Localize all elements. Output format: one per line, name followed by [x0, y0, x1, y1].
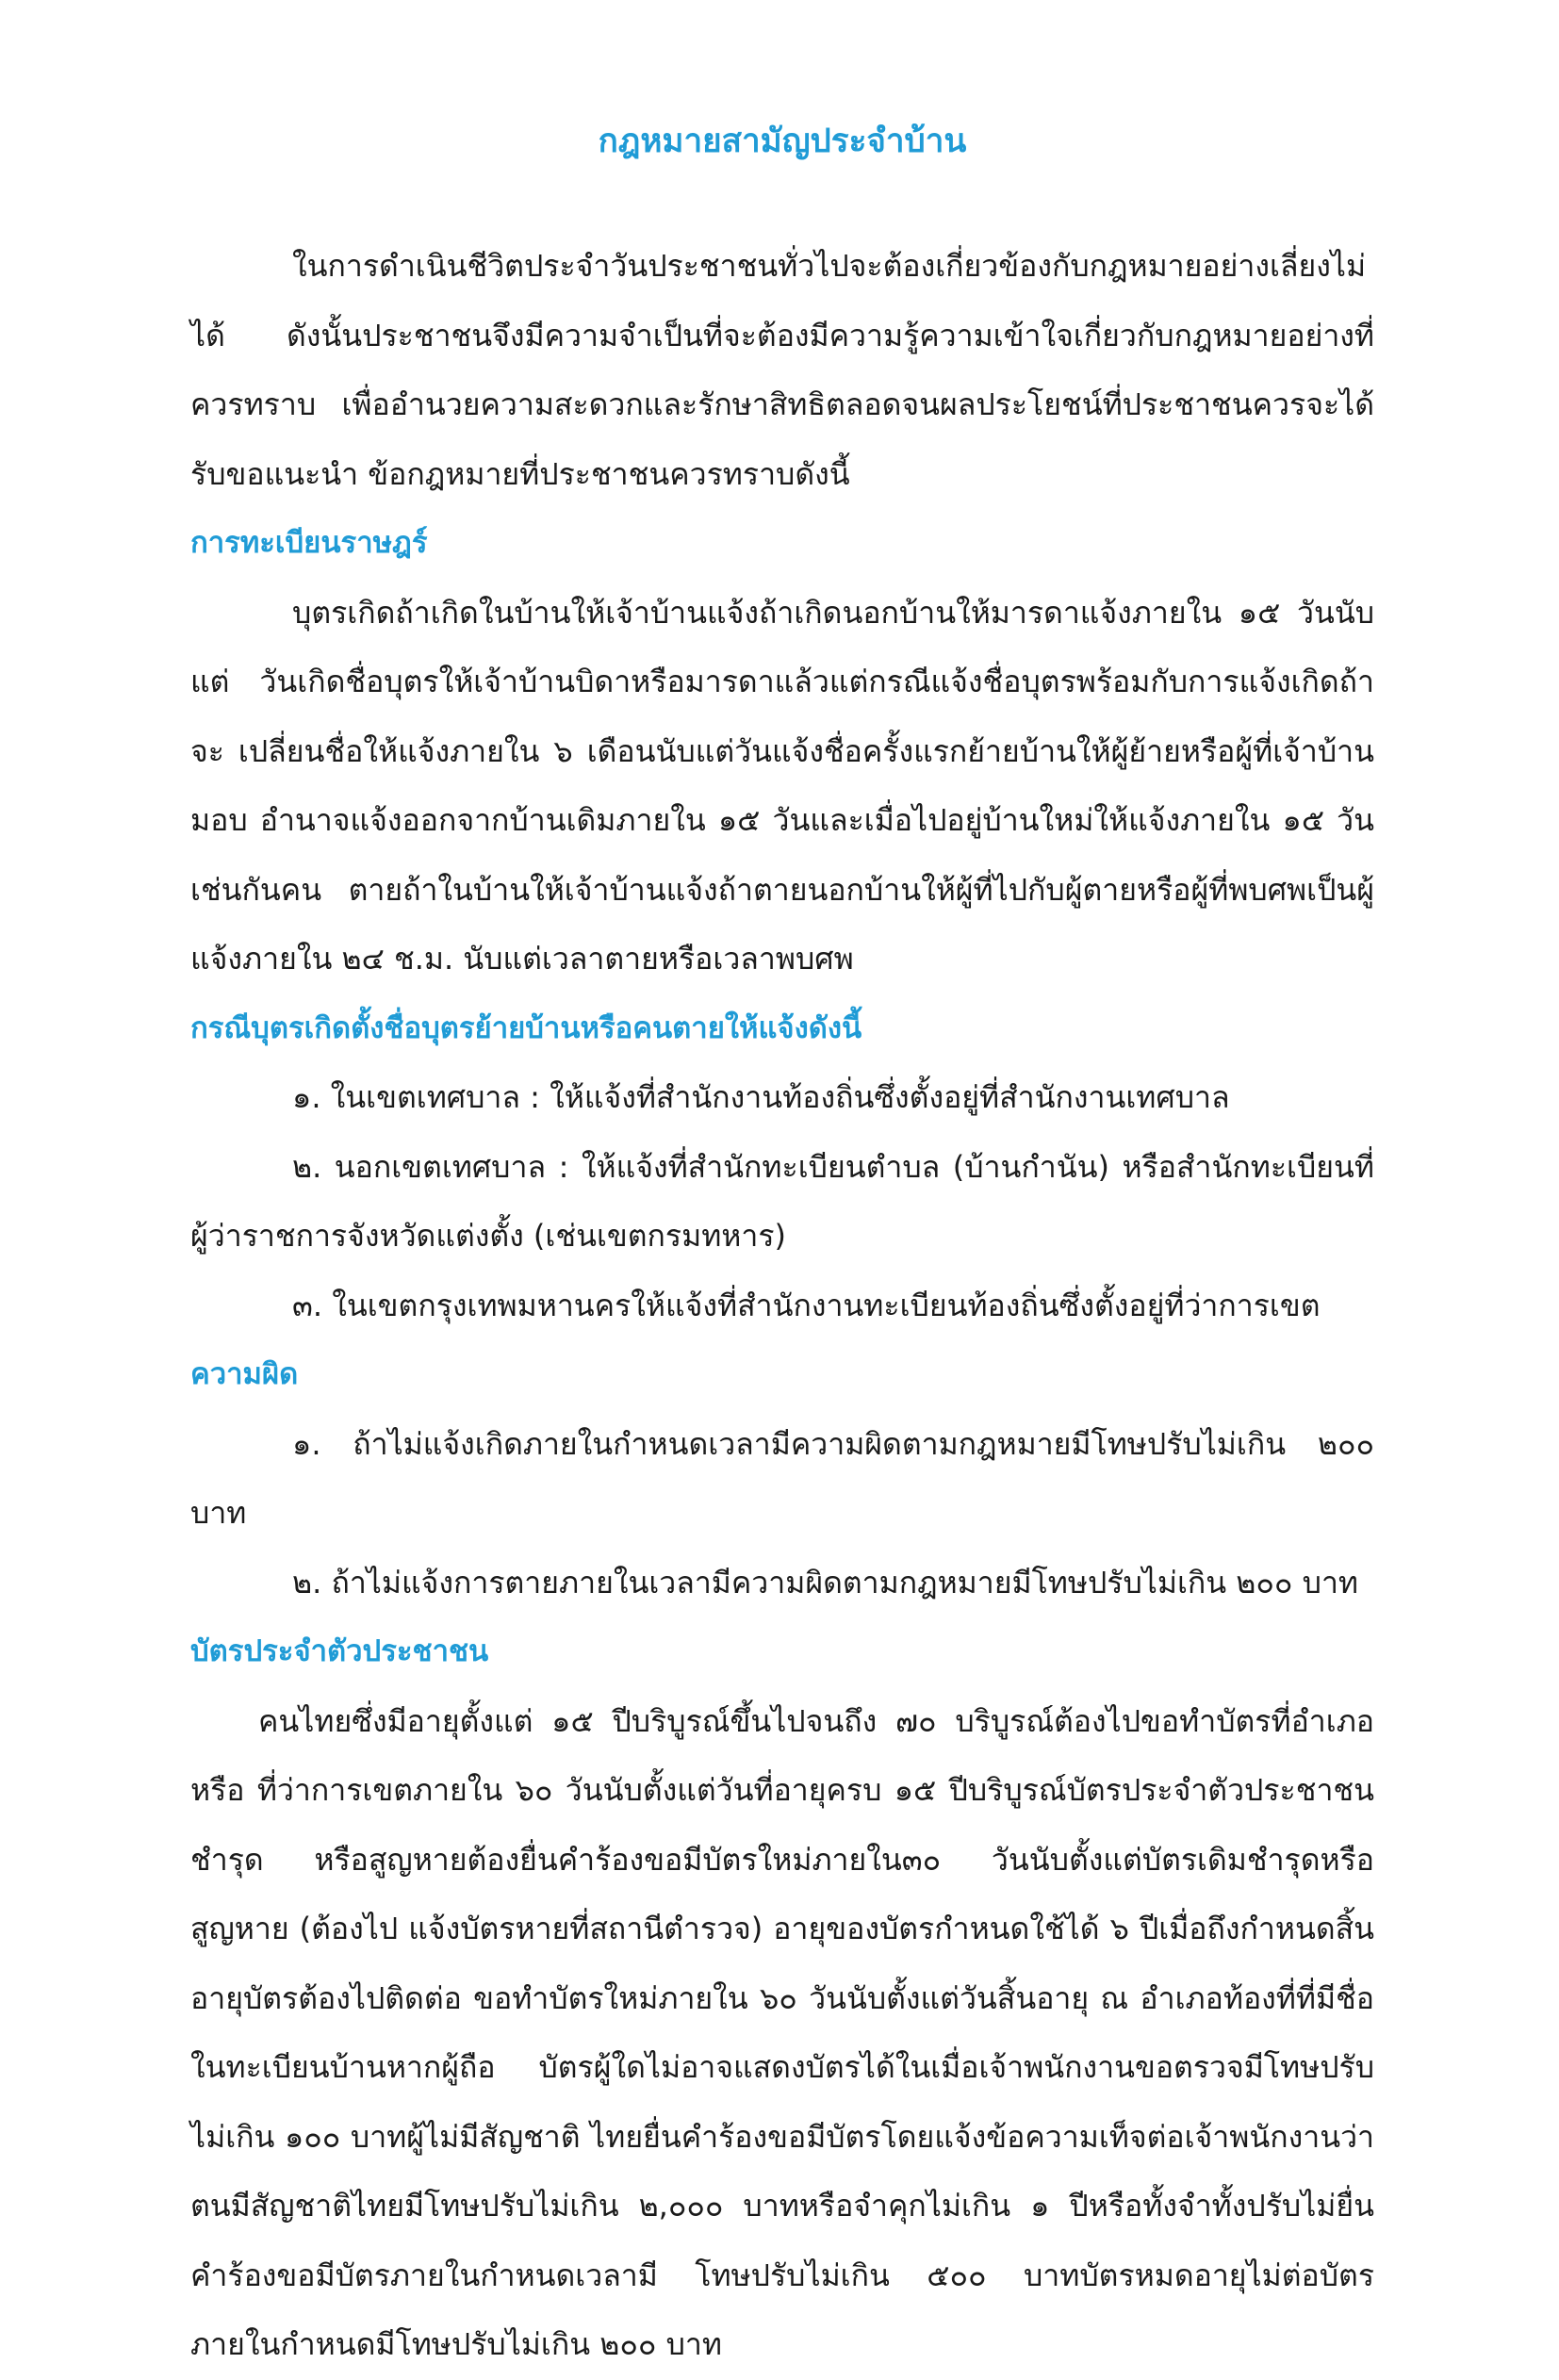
section-heading-civil-registration: การทะเบียนราษฎร์: [190, 526, 428, 560]
notification-item-outside-municipal: ๒. นอกเขตเทศบาล : ให้แจ้งที่สำนักทะเบียนตำบล (บ้านกำนัน) หรือสำนักทะเบียนที่ ผู้ว่าราชการจังหวัดแต่งตั้ง (เช่นเขตกรมทหาร): [190, 1148, 1374, 1254]
offense-item-birth: ๑. ถ้าไม่แจ้งเกิดภายในกำหนดเวลามีความผิดตามกฎหมายมีโทษปรับไม่เกิน ๒๐๐ บาท: [190, 1425, 1374, 1531]
intro-paragraph: ในการดำเนินชีวิตประจำวันประชาชนทั่วไปจะต้องเกี่ยวข้องกับกฎหมายอย่างเลี่ยงไม่ได้ ดังนั้นประชาชนจึงมีความจำเป็นที่จะต้องมีความรู้ความเข้าใจเกี่ยวกับกฎหมายอย่างที่ควรทราบ เพื่ออำนวยความสะดวกและรักษาสิทธิตลอดจนผลประโยชน์ที่ประชาชนควรจะได้รับขอแนะนำ ข้อกฎหมายที่ประชาชนควรทราบดังนี้: [190, 248, 1374, 492]
civil-registration-paragraph: บุตรเกิดถ้าเกิดในบ้านให้เจ้าบ้านแจ้งถ้าเกิดนอกบ้านให้มารดาแจ้งภายใน ๑๕ วันนับแต่ วันเกิดชื่อบุตรให้เจ้าบ้านบิดาหรือมารดาแล้วแต่กรณีแจ้งชื่อบุตรพร้อมกับการแจ้งเกิดถ้าจะ เปลี่ยนชื่อให้แจ้งภายใน ๖ เดือนนับแต่วันแจ้งชื่อครั้งแรกย้ายบ้านให้ผู้ย้ายหรือผู้ที่เจ้าบ้านมอบ อำนาจแจ้งออกจากบ้านเดิมภายใน ๑๕ วันและเมื่อไปอยู่บ้านใหม่ให้แจ้งภายใน ๑๕ วันเช่นกันคน ตายถ้าในบ้านให้เจ้าบ้านแจ้งถ้าตายนอกบ้านให้ผู้ที่ไปกับผู้ตายหรือผู้ที่พบศพเป็นผู้แจ้งภายใน ๒๔ ช.ม. นับแต่เวลาตายหรือเวลาพบศพ: [190, 594, 1374, 977]
id-card-paragraph: คนไทยซึ่งมีอายุตั้งแต่ ๑๕ ปีบริบูรณ์ขึ้นไปจนถึง ๗๐ บริบูรณ์ต้องไปขอทำบัตรที่อำเภอหรือ ที่ว่าการเขตภายใน ๖๐ วันนับตั้งแต่วันที่อายุครบ ๑๕ ปีบริบูรณ์บัตรประจำตัวประชาชนชำรุด หรือสูญหายต้องยื่นคำร้องขอมีบัตรใหม่ภายใน๓๐ วันนับตั้งแต่บัตรเดิมชำรุดหรือสูญหาย (ต้องไป แจ้งบัตรหายที่สถานีตำรวจ) อายุของบัตรกำหนดใช้ได้ ๖ ปีเมื่อถึงกำหนดสิ้นอายุบัตรต้องไปติดต่อ ขอทำบัตรใหม่ภายใน ๖๐ วันนับตั้งแต่วันสิ้นอายุ ณ อำเภอท้องที่ที่มีชื่อในทะเบียนบ้านหากผู้ถือ บัตรผู้ใดไม่อาจแสดงบัตรได้ในเมื่อเจ้าพนักงานขอตรวจมีโทษปรับไม่เกิน ๑๐๐ บาทผู้ไม่มีสัญชาติ ไทยยื่นคำร้องขอมีบัตรโดยแจ้งข้อความเท็จต่อเจ้าพนักงานว่าตนมีสัญชาติไทยมีโทษปรับไม่เกิน ๒,๐๐๐ บาทหรือจำคุกไม่เกิน ๑ ปีหรือทั้งจำทั้งปรับไม่ยื่นคำร้องขอมีบัตรภายในกำหนดเวลามี โทษปรับไม่เกิน ๕๐๐ บาทบัตรหมดอายุไม่ต่อบัตรภายในกำหนดมีโทษปรับไม่เกิน ๒๐๐ บาท: [190, 1702, 1374, 2362]
notification-item-municipal: ๑. ในเขตเทศบาล : ให้แจ้งที่สำนักงานท้องถิ่นซึ่งตั้งอยู่ที่สำนักงานเทศบาล: [292, 1079, 1230, 1115]
section-heading-notification: กรณีบุตรเกิดตั้งชื่อบุตรย้ายบ้านหรือคนตายให้แจ้งดังนี้: [190, 1010, 862, 1045]
section-heading-offenses: ความผิด: [190, 1357, 299, 1391]
document-title: กฎหมายสามัญประจำบ้าน: [598, 123, 967, 160]
offense-item-death: ๒. ถ้าไม่แจ้งการตายภายในเวลามีความผิดตามกฎหมายมีโทษปรับไม่เกิน ๒๐๐ บาท: [292, 1564, 1358, 1600]
notification-item-bangkok: ๓. ในเขตกรุงเทพมหานครให้แจ้งที่สำนักงานทะเบียนท้องถิ่นซึ่งตั้งอยู่ที่ว่าการเขต: [292, 1287, 1321, 1323]
section-heading-id-card: บัตรประจำตัวประชาชน: [190, 1634, 489, 1668]
